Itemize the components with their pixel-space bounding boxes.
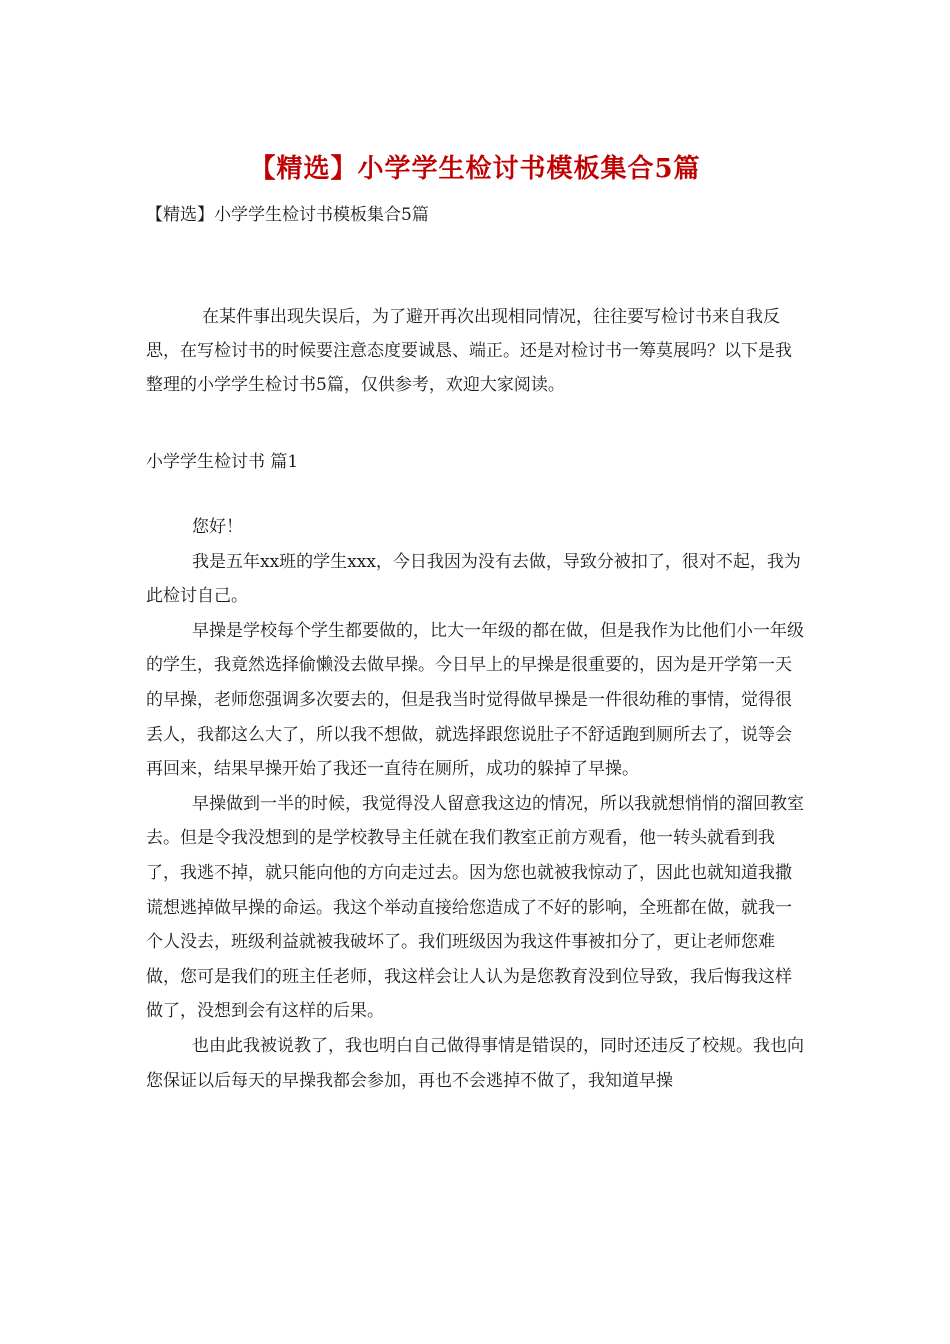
intro-paragraph: 在某件事出现失误后，为了避开再次出现相同情况，往往要写检讨书来自我反思，在写检讨书的时候要注意态度要诚恳、端正。还是对检讨书一筹莫展吗？以下是我整理的小学学生检讨书5篇，仅供参考，欢迎大家阅读。 bbox=[146, 307, 792, 395]
section-heading: 小学学生检讨书 篇1 bbox=[146, 452, 299, 472]
letter-greeting: 您好！ bbox=[192, 517, 243, 537]
document-subtitle: 【精选】小学学生检讨书模板集合5篇 bbox=[146, 205, 429, 225]
letter-paragraph: 早操是学校每个学生都要做的，比大一年级的都在做，但是我作为比他们小一年级的学生，我竟然选择偷懒没去做早操。今日早上的早操是很重要的，因为是开学第一天的早操，老师您强调多次要去的，但是我当时觉得做早操是一件很幼稚的事情，觉得很丢人，我都这么大了，所以我不想做，就选择跟您说肚子不舒适跑到厕所去了，说等会再回来，结果早操开始了我还一直待在厕所，成功的躲掉了早操。 bbox=[146, 620, 804, 780]
letter-paragraph: 早操做到一半的时候，我觉得没人留意我这边的情况，所以我就想悄悄的溜回教室去。但是令我没想到的是学校教导主任就在我们教室正前方观看，他一转头就看到我了，我逃不掉，就只能向他的方向走过去。因为您也就被我惊动了，因此也就知道我撒谎想逃掉做早操的命运。我这个举动直接给您造成了不好的影响，全班都在做，就我一个人没去，班级利益就被我破坏了。我们班级因为我这件事被扣分了，更让老师您难做，您可是我们的班主任老师，我这样会让人认为是您教育没到位导致，我后悔我这样做了，没想到会有这样的后果。 bbox=[146, 793, 804, 1022]
letter-paragraph: 我是五年xx班的学生xxx，今日我因为没有去做，导致分被扣了，很对不起，我为此检讨自己。 bbox=[146, 551, 801, 607]
letter-paragraph: 也由此我被说教了，我也明白自己做得事情是错误的，同时还违反了校规。我也向您保证以后每天的早操我都会参加，再也不会逃掉不做了，我知道早操 bbox=[146, 1035, 804, 1091]
intro-paragraph-block bbox=[146, 300, 806, 402]
document-title: 【精选】小学学生检讨书模板集合5篇 bbox=[249, 154, 701, 184]
letter-body bbox=[146, 510, 806, 1098]
